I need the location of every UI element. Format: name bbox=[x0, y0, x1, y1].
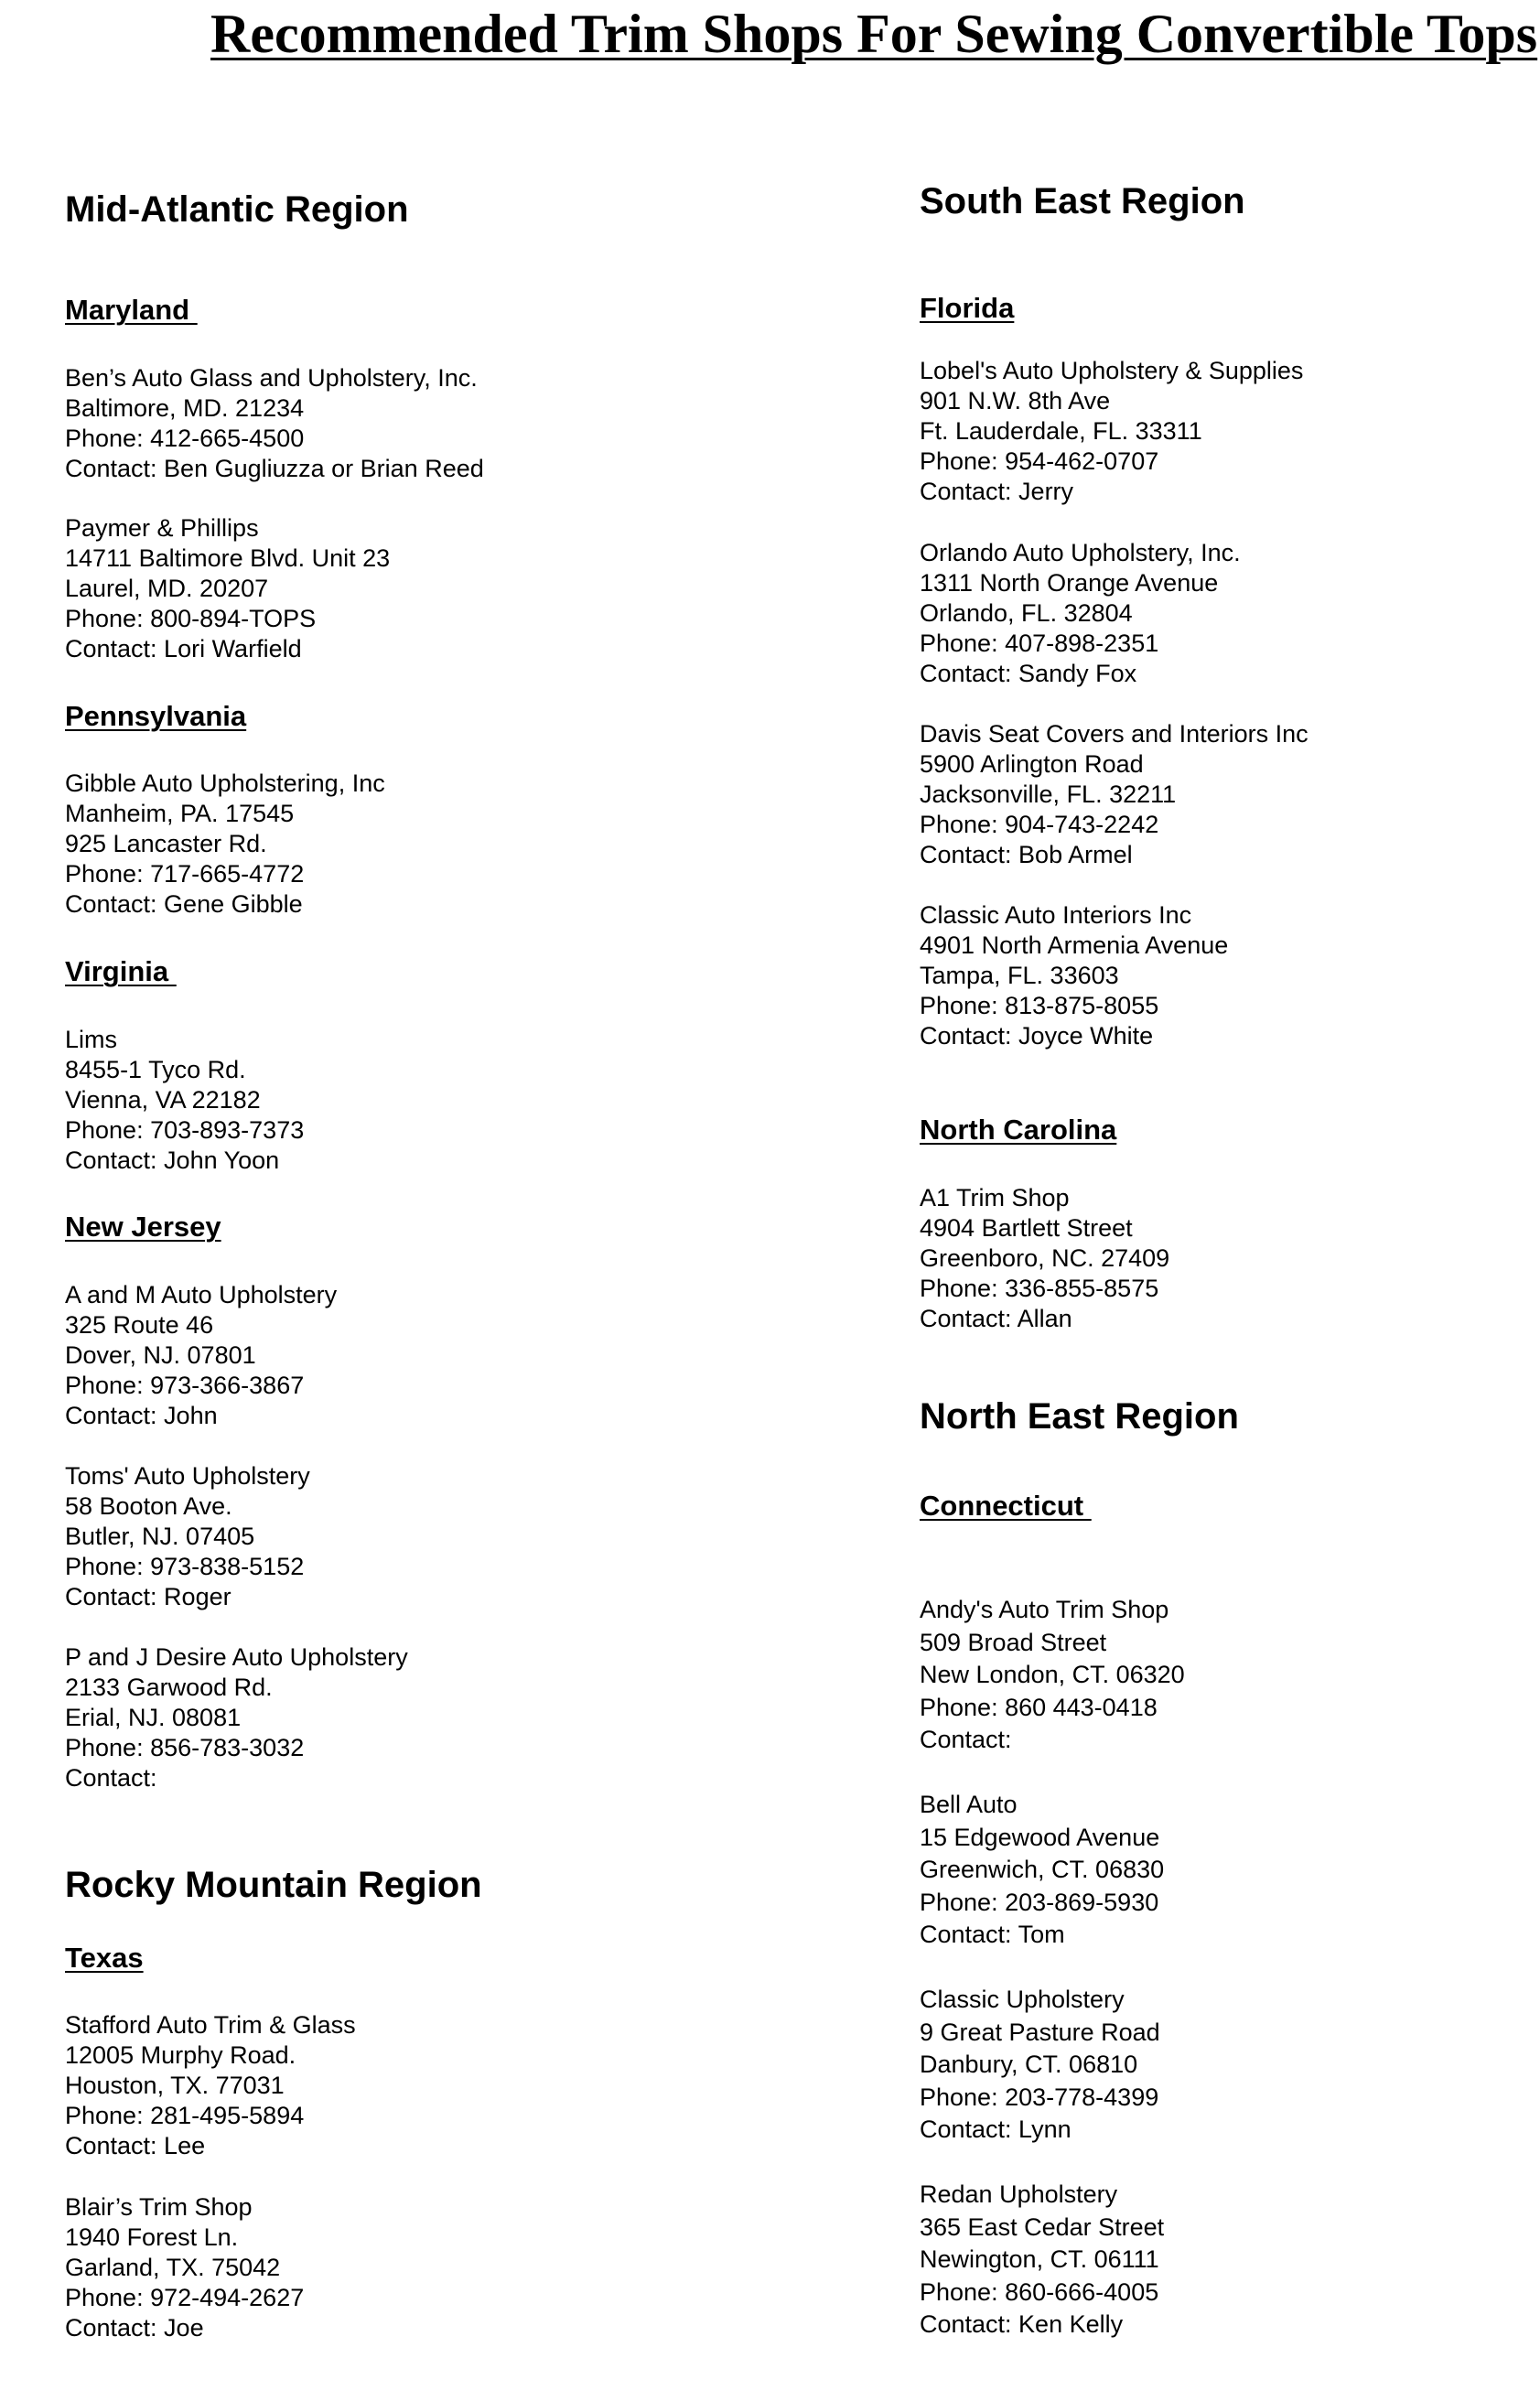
shop-name: Toms' Auto Upholstery bbox=[65, 1462, 310, 1490]
shop-name: Stafford Auto Trim & Glass bbox=[65, 2011, 356, 2039]
shop-line-3: Dover, NJ. 07801 bbox=[65, 1341, 256, 1369]
shop-contact: Contact: John Yoon bbox=[65, 1147, 280, 1174]
shop-listing bbox=[920, 538, 1241, 689]
shop-name: A1 Trim Shop bbox=[920, 1184, 1070, 1211]
shop-line-2: 325 Route 46 bbox=[65, 1311, 214, 1339]
shop-contact: Contact: Tom bbox=[920, 1921, 1065, 1948]
shop-line-2: 4901 North Armenia Avenue bbox=[920, 931, 1229, 959]
shop-line-3: Danbury, CT. 06810 bbox=[920, 2051, 1138, 2078]
shop-line-3: Orlando, FL. 32804 bbox=[920, 599, 1133, 627]
shop-contact: Contact: Ken Kelly bbox=[920, 2310, 1124, 2338]
shop-phone: Phone: 800-894-TOPS bbox=[65, 605, 317, 632]
shop-contact: Contact: Lori Warfield bbox=[65, 635, 302, 662]
shop-phone: Phone: 860-666-4005 bbox=[920, 2277, 1159, 2306]
shop-line-2: 2133 Garwood Rd. bbox=[65, 1674, 273, 1701]
shop-line-3: Phone: 412-665-4500 bbox=[65, 425, 305, 452]
region-heading-mid-atlantic: Mid-Atlantic Region bbox=[65, 189, 409, 230]
shop-line-3: 925 Lancaster Rd. bbox=[65, 830, 267, 857]
shop-line-3: Greenwich, CT. 06830 bbox=[920, 1856, 1165, 1883]
shop-contact: Contact: Jerry bbox=[920, 478, 1074, 505]
shop-phone: Phone: 860 443-0418 bbox=[920, 1693, 1158, 1721]
shop-contact: Contact: John bbox=[65, 1402, 218, 1429]
shop-phone: Phone: 972-494-2627 bbox=[65, 2284, 305, 2311]
shop-listing bbox=[65, 2192, 304, 2343]
shop-phone: Contact: Ben Gugliuzza or Brian Reed bbox=[65, 455, 484, 482]
shop-contact: Contact: Sandy Fox bbox=[920, 660, 1137, 687]
shop-phone: Phone: 813-875-8055 bbox=[920, 992, 1159, 1019]
shop-line-3: Greenboro, NC. 27409 bbox=[920, 1244, 1170, 1272]
shop-name: Andy's Auto Trim Shop bbox=[920, 1596, 1169, 1623]
state-heading-north-carolina: North Carolina bbox=[920, 1114, 1117, 1146]
shop-phone: Phone: 281-495-5894 bbox=[65, 2102, 305, 2129]
state-heading-florida: Florida bbox=[920, 292, 1015, 324]
shop-listing bbox=[920, 2179, 1164, 2342]
shop-listing bbox=[920, 900, 1228, 1051]
shop-name: Gibble Auto Upholstering, Inc bbox=[65, 770, 385, 797]
shop-listing bbox=[65, 1025, 304, 1176]
shop-line-2: 1311 North Orange Avenue bbox=[920, 569, 1219, 597]
shop-contact: Contact: Joyce White bbox=[920, 1022, 1154, 1050]
document-title: Recommended Trim Shops For Sewing Convertible Tops bbox=[210, 4, 1538, 64]
shop-name: Orlando Auto Upholstery, Inc. bbox=[920, 539, 1241, 566]
shop-line-2: 14711 Baltimore Blvd. Unit 23 bbox=[65, 544, 391, 572]
shop-listing bbox=[920, 356, 1303, 507]
shop-listing bbox=[65, 1280, 337, 1431]
shop-name: Bell Auto bbox=[920, 1791, 1018, 1818]
shop-line-3: Jacksonville, FL. 32211 bbox=[920, 781, 1177, 808]
region-heading-south-east: South East Region bbox=[920, 181, 1245, 221]
shop-listing bbox=[920, 1183, 1169, 1334]
shop-line-3: Garland, TX. 75042 bbox=[65, 2254, 281, 2281]
shop-phone: Phone: 336-855-8575 bbox=[920, 1275, 1159, 1302]
shop-line-2: 5900 Arlington Road bbox=[920, 750, 1144, 778]
shop-name: Redan Upholstery bbox=[920, 2180, 1118, 2208]
shop-phone: Phone: 856-783-3032 bbox=[65, 1734, 305, 1761]
shop-name: Lobel's Auto Upholstery & Supplies bbox=[920, 357, 1304, 384]
shop-name: Blair’s Trim Shop bbox=[65, 2193, 253, 2221]
state-heading-connecticut: Connecticut bbox=[920, 1490, 1092, 1522]
shop-listing bbox=[920, 719, 1308, 870]
shop-name: Davis Seat Covers and Interiors Inc bbox=[920, 720, 1308, 748]
shop-listing bbox=[65, 1461, 310, 1612]
shop-line-2: 8455-1 Tyco Rd. bbox=[65, 1056, 246, 1083]
shop-line-3: Newington, CT. 06111 bbox=[920, 2245, 1159, 2273]
state-heading-pennsylvania: Pennsylvania bbox=[65, 700, 247, 732]
shop-line-2: 4904 Bartlett Street bbox=[920, 1214, 1133, 1242]
shop-line-2: 15 Edgewood Avenue bbox=[920, 1823, 1160, 1851]
shop-name: Classic Auto Interiors Inc bbox=[920, 901, 1192, 929]
state-heading-maryland: Maryland bbox=[65, 294, 198, 326]
shop-line-2: 12005 Murphy Road. bbox=[65, 2041, 296, 2069]
shop-listing bbox=[65, 513, 390, 664]
shop-line-2: Baltimore, MD. 21234 bbox=[65, 394, 305, 422]
shop-listing bbox=[920, 1984, 1160, 2147]
shop-name: Classic Upholstery bbox=[920, 1986, 1125, 2013]
shop-listing bbox=[920, 1594, 1185, 1757]
shop-listing bbox=[65, 2010, 356, 2161]
shop-phone: Phone: 954-462-0707 bbox=[920, 447, 1159, 475]
shop-line-2: 509 Broad Street bbox=[920, 1628, 1107, 1656]
shop-line-2: 9 Great Pasture Road bbox=[920, 2018, 1160, 2046]
shop-phone: Phone: 904-743-2242 bbox=[920, 811, 1159, 838]
shop-line-3: Erial, NJ. 08081 bbox=[65, 1704, 242, 1731]
shop-name: A and M Auto Upholstery bbox=[65, 1281, 338, 1308]
shop-phone: Phone: 703-893-7373 bbox=[65, 1116, 305, 1144]
state-heading-virginia: Virginia bbox=[65, 955, 177, 987]
shop-phone: Phone: 973-838-5152 bbox=[65, 1553, 305, 1580]
state-heading-texas: Texas bbox=[65, 1942, 144, 1974]
shop-contact: Contact: bbox=[920, 1726, 1012, 1753]
shop-line-2: 365 East Cedar Street bbox=[920, 2212, 1165, 2241]
shop-line-3: Laurel, MD. 20207 bbox=[65, 575, 269, 602]
shop-name: P and J Desire Auto Upholstery bbox=[65, 1643, 408, 1671]
shop-contact: Contact: Joe bbox=[65, 2314, 204, 2342]
shop-phone: Phone: 407-898-2351 bbox=[920, 630, 1159, 657]
region-heading-rocky-mountain: Rocky Mountain Region bbox=[65, 1865, 482, 1905]
shop-line-3: Vienna, VA 22182 bbox=[65, 1086, 261, 1114]
shop-name: Ben’s Auto Glass and Upholstery, Inc. bbox=[65, 364, 478, 392]
shop-line-3: Ft. Lauderdale, FL. 33311 bbox=[920, 417, 1202, 445]
shop-line-2: 58 Booton Ave. bbox=[65, 1492, 232, 1520]
shop-phone: Phone: 203-778-4399 bbox=[920, 2083, 1159, 2111]
shop-contact: Contact: Allan bbox=[920, 1305, 1072, 1332]
shop-name: Paymer & Phillips bbox=[65, 514, 259, 542]
shop-listing bbox=[920, 1789, 1164, 1952]
region-heading-north-east: North East Region bbox=[920, 1396, 1239, 1437]
state-heading-new-jersey: New Jersey bbox=[65, 1211, 221, 1243]
shop-line-3: Tampa, FL. 33603 bbox=[920, 962, 1119, 989]
shop-phone: Phone: 203-869-5930 bbox=[920, 1888, 1159, 1916]
shop-line-2: Manheim, PA. 17545 bbox=[65, 800, 295, 827]
shop-listing bbox=[65, 1642, 408, 1793]
shop-line-3: New London, CT. 06320 bbox=[920, 1661, 1185, 1688]
shop-line-2: 1940 Forest Ln. bbox=[65, 2223, 239, 2251]
shop-contact: Contact: Bob Armel bbox=[920, 841, 1133, 868]
shop-contact: Contact: bbox=[65, 1764, 157, 1792]
shop-phone: Phone: 973-366-3867 bbox=[65, 1372, 305, 1399]
shop-line-3: Butler, NJ. 07405 bbox=[65, 1523, 255, 1550]
shop-line-2: 901 N.W. 8th Ave bbox=[920, 387, 1111, 414]
shop-contact: Contact: Gene Gibble bbox=[65, 890, 303, 918]
shop-phone: Phone: 717-665-4772 bbox=[65, 860, 305, 888]
shop-name: Lims bbox=[65, 1026, 118, 1053]
shop-line-3: Houston, TX. 77031 bbox=[65, 2072, 285, 2099]
shop-contact: Contact: Lynn bbox=[920, 2115, 1072, 2143]
shop-contact: Contact: Roger bbox=[65, 1583, 232, 1610]
shop-listing bbox=[65, 363, 484, 484]
shop-contact: Contact: Lee bbox=[65, 2132, 206, 2159]
shop-listing bbox=[65, 769, 385, 920]
